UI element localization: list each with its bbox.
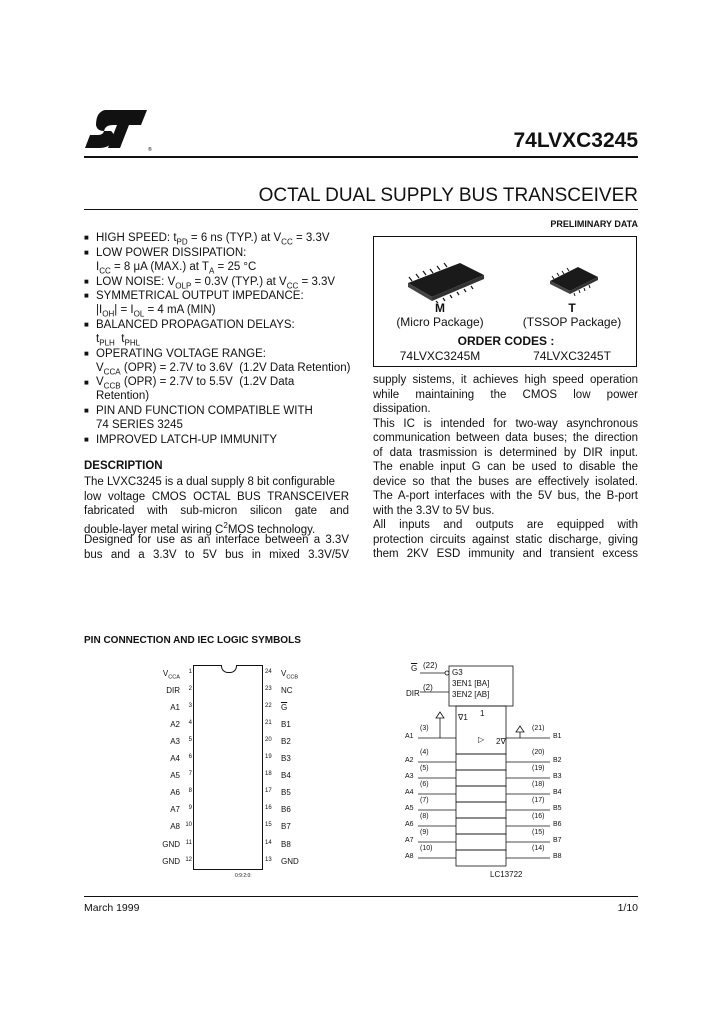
feature-pin-compatible: PIN AND FUNCTION COMPATIBLE WITH bbox=[96, 405, 313, 417]
dip-pin-name: B2 bbox=[281, 737, 291, 747]
description-line: while maintaining the CMOS low power bbox=[373, 388, 638, 401]
iec-b-name: B8 bbox=[553, 853, 562, 860]
iec-a-name: A6 bbox=[405, 821, 414, 828]
description-line: with the 3.3V to 5V bus. bbox=[373, 504, 495, 517]
dip-pin-name: NC bbox=[281, 686, 293, 696]
bullet: ■ bbox=[84, 435, 89, 444]
description-line: double-layer metal wiring $C^2MOS$ technology. bbox=[84, 520, 316, 536]
tssop-package-icon bbox=[544, 259, 604, 299]
iec-b-name: B7 bbox=[553, 837, 562, 844]
dip-pin-name: A8 bbox=[170, 822, 180, 832]
iec-b-pin: (18) bbox=[532, 781, 545, 788]
dip-pin-number: 5 bbox=[188, 737, 192, 744]
iec-a-name: A2 bbox=[405, 757, 414, 764]
dip-pin-name: A7 bbox=[170, 805, 180, 815]
bullet: ■ bbox=[84, 349, 89, 358]
feature-series: 74 SERIES 3245 bbox=[96, 419, 183, 431]
title-rule bbox=[84, 209, 638, 210]
dip-pin-number: 2 bbox=[188, 686, 192, 693]
dip-pin-number: 20 bbox=[265, 737, 272, 744]
iec-a-name: A5 bbox=[405, 805, 414, 812]
iec-a-pin: (4) bbox=[420, 749, 429, 756]
dip-pin-number: 6 bbox=[188, 754, 192, 761]
dip-pin-number: 3 bbox=[188, 703, 192, 710]
so-package-icon bbox=[402, 255, 492, 303]
iec-b-pin: (16) bbox=[532, 813, 545, 820]
iec-a-pin: (3) bbox=[420, 725, 429, 732]
dip-pin-name: $\overline{G}$ bbox=[281, 703, 288, 713]
description-line: This IC is intended for two-way asynchronous bbox=[373, 417, 638, 430]
page-title: OCTAL DUAL SUPPLY BUS TRANSCEIVER bbox=[258, 185, 638, 206]
feature-latchup: IMPROVED LATCH-UP IMMUNITY bbox=[96, 434, 278, 446]
dip-pin-number: 24 bbox=[265, 669, 272, 675]
dip-pin-name: B8 bbox=[281, 839, 291, 849]
dip-pin-number: 22 bbox=[265, 703, 272, 710]
dip-pin-number: 9 bbox=[188, 805, 192, 812]
iec-top-line: 3EN1 [BA] bbox=[452, 679, 490, 688]
dip-pin-name: B4 bbox=[281, 771, 291, 781]
iec-b-name: B5 bbox=[553, 805, 562, 812]
dip-pin-name: A5 bbox=[170, 771, 180, 781]
description-line: Designed for use as an interface between a 3.3V bbox=[84, 534, 349, 546]
dip-pin-name: A4 bbox=[170, 754, 180, 764]
description-line: supply sistems, it achieves high speed operation bbox=[373, 374, 638, 386]
dip-pin-name: DIR bbox=[166, 686, 180, 696]
feature-tplh: $t_{PLH}$ $t_{PHL}$ bbox=[96, 333, 141, 348]
dip-pin-number: 17 bbox=[265, 788, 272, 795]
description-heading: DESCRIPTION bbox=[84, 460, 163, 472]
iec-ref-1: ∇1 bbox=[458, 713, 468, 722]
iec-dir-pin: (2) bbox=[423, 683, 433, 692]
description-line: low voltage CMOS OCTAL BUS TRANSCEIVER bbox=[84, 490, 349, 503]
package-t-desc: (TSSOP Package) bbox=[522, 315, 622, 329]
dip-pin-name: B3 bbox=[281, 754, 291, 764]
dip-pin-number: 13 bbox=[265, 856, 272, 863]
pin-section-heading: PIN CONNECTION AND IEC LOGIC SYMBOLS bbox=[84, 635, 301, 646]
dip-pin-number: 21 bbox=[265, 720, 272, 727]
dip-pin-name: B7 bbox=[281, 822, 291, 832]
dip-pin-number: 10 bbox=[185, 822, 192, 829]
iec-b-pin: (20) bbox=[532, 749, 545, 756]
iec-dir-label: DIR bbox=[406, 689, 420, 698]
feature-vccb: $V_{CCB}$ (OPR) = 2.7V to 5.5V (1.2V Data bbox=[96, 376, 295, 391]
svg-text:®: ® bbox=[148, 147, 152, 153]
bullet: ■ bbox=[84, 291, 89, 300]
dip-pin-name: $V_{CCB}$ bbox=[281, 669, 299, 681]
feature-retention: Retention) bbox=[96, 390, 150, 402]
description-line: bus and a 3.3V to 5V bus in mixed 3.3V/5V bbox=[84, 548, 349, 561]
description-line: All inputs and outputs are equipped with bbox=[373, 519, 638, 531]
description-line: The A-port interfaces with the 5V bus, the B-port bbox=[373, 490, 638, 502]
iec-a-name: A8 bbox=[405, 853, 414, 860]
iec-a-pin: (5) bbox=[420, 765, 429, 772]
dip-pin-number: 7 bbox=[188, 771, 192, 778]
iec-g-label: $\overline{G}$ bbox=[411, 664, 418, 673]
iec-a-pin: (10) bbox=[420, 845, 433, 852]
package-box bbox=[373, 236, 637, 367]
iec-ref-arrow: ▷ bbox=[478, 735, 485, 744]
footer-rule bbox=[84, 896, 638, 897]
description-line: dissipation. bbox=[373, 403, 431, 415]
dip-pin-number: 14 bbox=[265, 839, 272, 846]
dip-caption: 0:9:2:0: bbox=[235, 873, 252, 879]
iec-ref-2: 2∇ bbox=[496, 737, 506, 746]
iec-top-line: G3 bbox=[452, 668, 463, 677]
dip-pin-name: A3 bbox=[170, 737, 180, 747]
feature-low-power: LOW POWER DISSIPATION: bbox=[96, 247, 247, 259]
description-line: communication between data buses; the direction bbox=[373, 432, 638, 444]
iec-a-pin: (7) bbox=[420, 797, 429, 804]
iec-caption: LC13722 bbox=[490, 870, 523, 879]
iec-b-name: B6 bbox=[553, 821, 562, 828]
feature-ioh: $|I_{OH}| = I_{OL} = 4$ mA (MIN) bbox=[96, 304, 216, 319]
description-line: them 2KV ESD immunity and transient excess bbox=[373, 548, 638, 560]
header-rule bbox=[84, 156, 638, 158]
iec-b-pin: (15) bbox=[532, 829, 545, 836]
dip-pin-name: A6 bbox=[170, 788, 180, 798]
iec-b-name: B2 bbox=[553, 757, 562, 764]
dip-pin-name: A1 bbox=[170, 703, 180, 713]
iec-top-line: 3EN2 [AB] bbox=[452, 690, 490, 699]
feature-high-speed: HIGH SPEED: $t_{PD} = 6$ ns (TYP.) at $V_{CC} = 3.3V$ bbox=[96, 232, 330, 247]
feature-balanced: BALANCED PROPAGATION DELAYS: bbox=[96, 319, 295, 331]
package-m-code: M bbox=[435, 301, 445, 315]
iec-b-pin: (19) bbox=[532, 765, 545, 772]
footer-page: 1/10 bbox=[617, 902, 638, 914]
feature-vcca: $V_{CCA}$ (OPR) = 2.7V to 3.6V (1.2V Data Retention) bbox=[96, 362, 351, 377]
bullet: ■ bbox=[84, 378, 89, 387]
iec-b-pin: (17) bbox=[532, 797, 545, 804]
iec-b-pin: (14) bbox=[532, 845, 545, 852]
bullet: ■ bbox=[84, 406, 89, 415]
feature-icc: $I_{CC} = 8$ μA (MAX.) at $T_A = 25$ °C bbox=[96, 261, 257, 276]
preliminary-label: PRELIMINARY DATA bbox=[550, 219, 638, 229]
dip-pin-name: A2 bbox=[170, 720, 180, 730]
order-code-m: 74LVXC3245M bbox=[399, 349, 481, 363]
feature-low-noise: LOW NOISE: $V_{OLP} = 0.3V$ (TYP.) at $V_{CC} = 3.3V$ bbox=[96, 276, 336, 291]
iec-a-pin: (6) bbox=[420, 781, 429, 788]
description-line: The enable input G can be used to disable the bbox=[373, 461, 638, 473]
iec-a-pin: (8) bbox=[420, 813, 429, 820]
dip-package bbox=[193, 665, 263, 870]
dip-pin-number: 19 bbox=[265, 754, 272, 761]
order-code-t: 74LVXC3245T bbox=[533, 349, 611, 363]
iec-ref-box: 1 bbox=[480, 709, 485, 718]
iec-g-pin: (22) bbox=[423, 661, 438, 670]
dip-pin-number: 11 bbox=[185, 839, 192, 846]
description-line: of data trasmission is determined by DIR input. bbox=[373, 446, 638, 459]
iec-a-name: A7 bbox=[405, 837, 414, 844]
description-line: The LVXC3245 is a dual supply 8 bit configurable bbox=[84, 476, 336, 488]
dip-pin-number: 12 bbox=[185, 856, 192, 863]
dip-pin-name: GND bbox=[162, 839, 180, 849]
dip-pin-number: 23 bbox=[265, 686, 272, 693]
dip-pin-number: 18 bbox=[265, 771, 272, 778]
dip-pin-name: $V_{CCA}$ bbox=[162, 669, 180, 681]
bullet: ■ bbox=[84, 248, 89, 257]
feature-symmetrical: SYMMETRICAL OUTPUT IMPEDANCE: bbox=[96, 290, 304, 302]
dip-pin-name: B5 bbox=[281, 788, 291, 798]
iec-b-name: B1 bbox=[553, 733, 562, 740]
bullet: ■ bbox=[84, 320, 89, 329]
iec-a-pin: (9) bbox=[420, 829, 429, 836]
dip-pin-number: 16 bbox=[265, 805, 272, 812]
iec-b-name: B3 bbox=[553, 773, 562, 780]
dip-pin-name: GND bbox=[162, 856, 180, 866]
iec-b-name: B4 bbox=[553, 789, 562, 796]
package-t-code: T bbox=[568, 301, 576, 315]
dip-pin-name: B1 bbox=[281, 720, 291, 730]
iec-a-name: A3 bbox=[405, 773, 414, 780]
dip-pin-number: 4 bbox=[188, 720, 192, 727]
bullet: ■ bbox=[84, 277, 89, 286]
feature-operating: OPERATING VOLTAGE RANGE: bbox=[96, 348, 266, 360]
package-m-desc: (Micro Package) bbox=[396, 315, 484, 329]
iec-a-name: A1 bbox=[405, 733, 414, 740]
dip-pin-number: 15 bbox=[265, 822, 272, 829]
bullet: ■ bbox=[84, 233, 89, 242]
iec-a-name: A4 bbox=[405, 789, 414, 796]
st-logo bbox=[83, 105, 163, 155]
dip-pin-name: GND bbox=[281, 856, 299, 866]
description-line: fabricated with sub-micron silicon gate and bbox=[84, 505, 349, 517]
description-line: device so that the buses are effectively isolated. bbox=[373, 475, 638, 488]
order-codes-title: ORDER CODES : bbox=[457, 334, 555, 348]
part-number: 74LVXC3245 bbox=[513, 129, 638, 152]
dip-pin-name: B6 bbox=[281, 805, 291, 815]
dip-pin-number: 8 bbox=[188, 788, 192, 795]
footer-date: March 1999 bbox=[84, 902, 140, 914]
dip-pin-number: 1 bbox=[188, 669, 192, 675]
iec-b-pin: (21) bbox=[532, 725, 545, 732]
description-line: protection circuits against static discharge, giving bbox=[373, 533, 638, 546]
